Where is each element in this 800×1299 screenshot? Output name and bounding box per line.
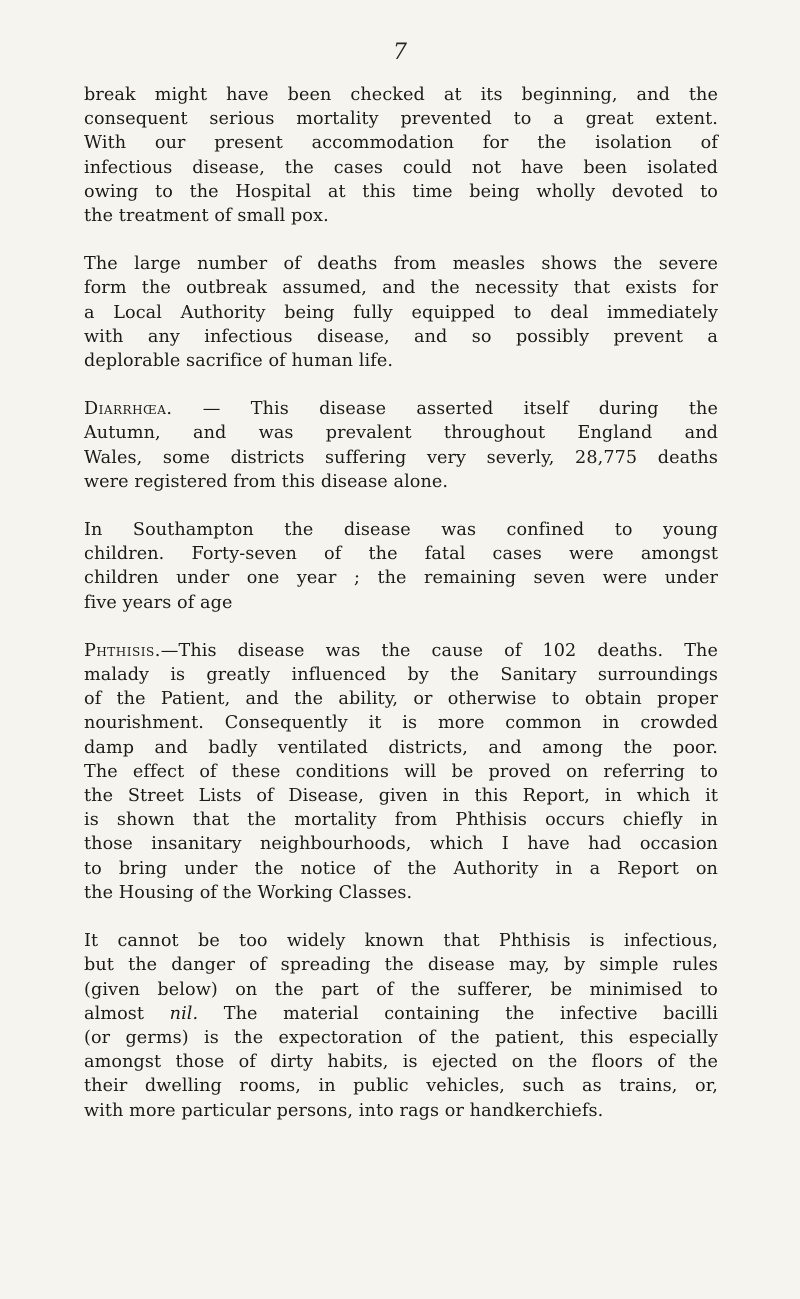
text-line: of the Patient, and the ability, or otherwise to obtain proper xyxy=(84,689,718,710)
text-line: Wales, some districts suffering very severly, 28,775 deaths xyxy=(84,447,718,468)
text-line: consequent serious mortality prevented to a great extent. xyxy=(84,109,718,130)
text-line: with any infectious disease, and so possibly prevent a xyxy=(84,326,718,347)
paragraph-6 xyxy=(84,929,718,1123)
paragraph-1 xyxy=(84,83,718,228)
text-line: (given below) on the part of the sufferer, be minimised to xyxy=(84,979,718,1000)
text-line: The large number of deaths from measles shows the severe xyxy=(84,254,718,275)
text-line: With our present accommodation for the isolation of xyxy=(84,133,718,154)
text-line: a Local Authority being fully equipped to deal immediately xyxy=(84,302,718,323)
text-line: children under one year ; the remaining seven were under xyxy=(84,568,718,589)
text-run: — This disease asserted itself during the xyxy=(172,399,718,420)
text-line: to bring under the notice of the Authority in a Report on xyxy=(84,858,718,879)
text-line: the Street Lists of Disease, given in this Report, in which it xyxy=(84,786,718,807)
text-line: form the outbreak assumed, and the necessity that exists for xyxy=(84,278,718,299)
text-line: owing to the Hospital at this time being wholly devoted to xyxy=(84,181,718,202)
text-line: damp and badly ventilated districts, and among the poor. xyxy=(84,737,718,758)
text-line: with more particular persons, into rags or handkerchiefs. xyxy=(84,1100,604,1121)
text-line: deplorable sacrifice of human life. xyxy=(84,351,394,372)
paragraph-4 xyxy=(84,518,718,615)
section-heading-diarrhoea: Diarrhœa. xyxy=(84,399,173,420)
text-line: infectious disease, the cases could not have been isolated xyxy=(84,157,718,178)
text-line: the Housing of the Working Classes. xyxy=(84,882,413,903)
text-line: The effect of these conditions will be proved on referring to xyxy=(84,761,718,782)
text-line: (or germs) is the expectoration of the patient, this especially xyxy=(84,1027,718,1048)
text-line xyxy=(84,397,718,421)
text-line xyxy=(84,1002,718,1026)
text-line: were registered from this disease alone. xyxy=(84,471,449,492)
text-line xyxy=(84,639,718,663)
italic-word: nil. xyxy=(169,1003,199,1024)
text-line: five years of age xyxy=(84,592,233,613)
text-run: The material containing the infective bacilli xyxy=(198,1003,718,1024)
text-line: It cannot be too widely known that Phthisis is infectious, xyxy=(84,931,718,952)
text-line: amongst those of dirty habits, is ejected on the floors of the xyxy=(84,1052,718,1073)
text-line: their dwelling rooms, in public vehicles, such as trains, or, xyxy=(84,1076,718,1097)
text-line: Autumn, and was prevalent throughout England and xyxy=(84,423,718,444)
paragraph-diarrhoea xyxy=(84,397,718,494)
section-heading-phthisis: Phthisis. xyxy=(84,640,161,661)
page-number: 7 xyxy=(393,40,407,65)
text-line: but the danger of spreading the disease may, by simple rules xyxy=(84,955,718,976)
paragraph-phthisis xyxy=(84,639,718,905)
text-line: those insanitary neighbourhoods, which I have had occasion xyxy=(84,834,718,855)
text-line: children. Forty-seven of the fatal cases were amongst xyxy=(84,544,718,565)
text-line: break might have been checked at its beginning, and the xyxy=(84,85,718,105)
text-line: In Southampton the disease was confined to young xyxy=(84,520,718,541)
text-line: nourishment. Consequently it is more common in crowded xyxy=(84,713,718,734)
text-run: almost xyxy=(84,1003,170,1024)
text-line: is shown that the mortality from Phthisis occurs chiefly in xyxy=(84,810,718,831)
body-text xyxy=(84,83,718,1147)
text-line: malady is greatly influenced by the Sanitary surroundings xyxy=(84,665,718,686)
paragraph-2 xyxy=(84,252,718,373)
text-line: the treatment of small pox. xyxy=(84,206,329,227)
text-run: —This disease was the cause of 102 deaths. The xyxy=(160,640,718,661)
